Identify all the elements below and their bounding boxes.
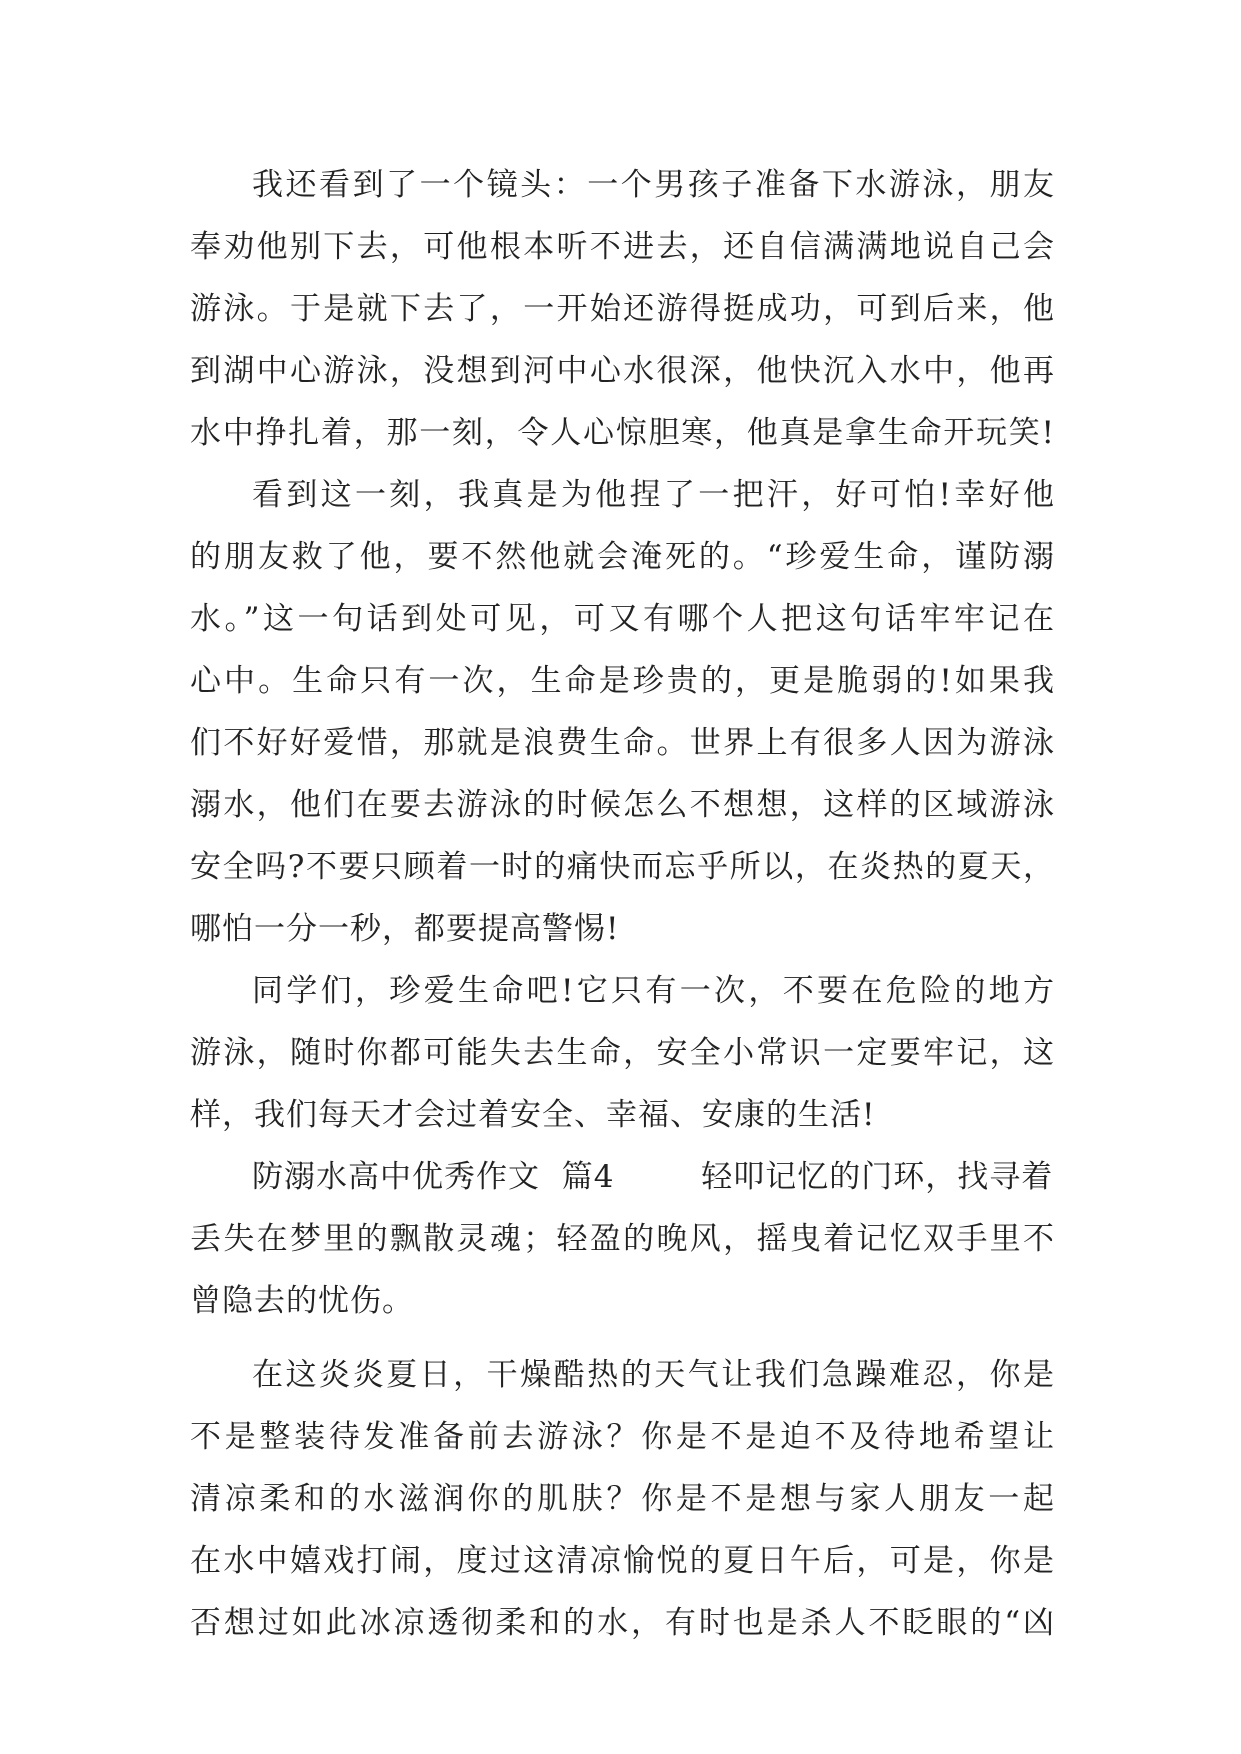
text-line: 丢失在梦里的飘散灵魂；轻盈的晚风，摇曳着记忆双手里不 — [190, 1221, 1055, 1257]
document-body — [190, 154, 1055, 1654]
text-line: 曾隐去的忧伤。 — [190, 1283, 414, 1319]
text-line: 样，我们每天才会过着安全、幸福、安康的生活! — [190, 1097, 876, 1133]
text-line: 游泳。于是就下去了，一开始还游得挺成功，可到后来，他 — [190, 291, 1055, 327]
paragraph — [190, 154, 1055, 464]
section-heading-line: 防溺水高中优秀作文 篇4 轻叩记忆的门环，找寻着 — [252, 1159, 1054, 1195]
text-line: 到湖中心游泳，没想到河中心水很深，他快沉入水中，他再 — [190, 353, 1055, 389]
text-line: 心中。生命只有一次，生命是珍贵的，更是脆弱的!如果我 — [190, 663, 1055, 699]
text-line: 同学们，珍爱生命吧!它只有一次，不要在危险的地方 — [252, 973, 1055, 1009]
text-line: 水。”这一句话到处可见，可又有哪个人把这句话牢牢记在 — [190, 601, 1055, 637]
paragraph — [190, 1146, 1055, 1332]
text-line: 溺水，他们在要去游泳的时候怎么不想想，这样的区域游泳 — [190, 787, 1055, 823]
text-line: 哪怕一分一秒，都要提高警惕! — [190, 911, 620, 947]
paragraph — [190, 1344, 1055, 1654]
paragraph — [190, 464, 1055, 960]
text-line: 否想过如此冰凉透彻柔和的水，有时也是杀人不眨眼的“凶 — [190, 1605, 1055, 1641]
text-line: 安全吗?不要只顾着一时的痛快而忘乎所以，在炎热的夏天， — [190, 849, 1055, 885]
paragraph — [190, 960, 1055, 1146]
text-line: 在水中嬉戏打闹，度过这清凉愉悦的夏日午后，可是，你是 — [190, 1543, 1055, 1579]
text-line: 们不好好爱惜，那就是浪费生命。世界上有很多人因为游泳 — [190, 725, 1055, 761]
text-line: 游泳，随时你都可能失去生命，安全小常识一定要牢记，这 — [190, 1035, 1055, 1071]
text-line: 在这炎炎夏日，干燥酷热的天气让我们急躁难忍，你是 — [252, 1357, 1055, 1393]
text-line: 不是整装待发准备前去游泳？你是不是迫不及待地希望让 — [190, 1419, 1055, 1455]
text-line: 水中挣扎着，那一刻，令人心惊胆寒，他真是拿生命开玩笑! — [190, 415, 1055, 451]
text-line: 我还看到了一个镜头：一个男孩子准备下水游泳，朋友 — [252, 167, 1055, 203]
text-line: 的朋友救了他，要不然他就会淹死的。“珍爱生命，谨防溺 — [190, 539, 1055, 575]
text-line: 看到这一刻，我真是为他捏了一把汗，好可怕!幸好他 — [252, 477, 1055, 513]
text-line: 奉劝他别下去，可他根本听不进去，还自信满满地说自己会 — [190, 229, 1055, 265]
text-line: 清凉柔和的水滋润你的肌肤？你是不是想与家人朋友一起 — [190, 1481, 1055, 1517]
